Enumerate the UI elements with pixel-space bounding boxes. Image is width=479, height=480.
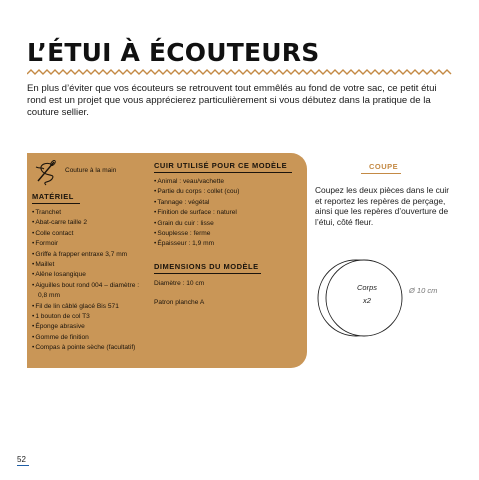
list-item: • Fil de lin câblé glacé Bis 571: [32, 302, 152, 312]
piece-label: Corps: [356, 283, 377, 292]
list-item: • 1 bouton de col T3: [32, 312, 152, 322]
list-item: • Maillet: [32, 260, 152, 270]
materiel-list: [32, 208, 152, 354]
logo-caption: Couture à la main: [65, 167, 117, 174]
list-item: • Colle contact: [32, 229, 152, 239]
dimensions-rule: [154, 273, 261, 274]
list-item: • Tannage : végétal: [154, 198, 299, 208]
list-item: • Finition de surface : naturel: [154, 208, 299, 218]
materiel-heading: MATÉRIEL: [32, 192, 74, 201]
list-item: • Tranchet: [32, 208, 152, 218]
coupe-text: Coupez les deux pièces dans le cuir et reportez les repères de perçage, ainsi que les repères d’ouverture de l’étui, côté fleur.: [315, 185, 450, 227]
page-number-rule: [17, 465, 29, 466]
list-item: • Animal : veau/vachette: [154, 177, 299, 187]
page-number: 52: [17, 455, 26, 464]
list-item: 0,8 mm: [38, 292, 60, 300]
dimensions-diameter: Diamètre : 10 cm: [154, 280, 205, 287]
list-item: • Formoir: [32, 239, 152, 249]
cuir-rule: [154, 172, 292, 173]
list-item: • Aiguilles bout rond 004 – diamètre :: [32, 281, 152, 291]
list-item: • Partie du corps : collet (cou): [154, 187, 299, 197]
info-panel: [27, 153, 307, 368]
dimensions-pattern: Patron planche A: [154, 299, 205, 306]
materiel-rule: [32, 203, 80, 204]
cuir-heading: CUIR UTILISÉ POUR CE MODÈLE: [154, 161, 288, 170]
cuir-list: [154, 177, 299, 250]
needle-thread-icon: [32, 157, 62, 187]
dimensions-heading: DIMENSIONS DU MODÈLE: [154, 262, 259, 271]
zigzag-divider: [27, 68, 452, 76]
list-item: • Gomme de finition: [32, 333, 152, 343]
page-title: L’ÉTUI À ÉCOUTEURS: [27, 38, 320, 67]
list-item: • Épaisseur : 1,9 mm: [154, 239, 299, 249]
intro-paragraph: En plus d’éviter que vos écouteurs se retrouvent tout emmêlés au fond de votre sac, ce petit étui rond est un projet que vous apprécierez particulièrement si vous débutez dans la pratique de la couture sellier.: [27, 83, 437, 118]
list-item: • Souplesse : ferme: [154, 229, 299, 239]
piece-count: x2: [363, 296, 371, 305]
list-item: • Alêne losangique: [32, 270, 152, 280]
diameter-label: Ø 10 cm: [409, 286, 438, 295]
list-item: • Compas à pointe sèche (facultatif): [32, 343, 152, 353]
list-item: • Éponge abrasive: [32, 322, 152, 332]
list-item: • Griffe à frapper entraxe 3,7 mm: [32, 250, 152, 260]
coupe-heading: COUPE: [369, 162, 399, 171]
list-item: • Grain du cuir : lisse: [154, 219, 299, 229]
coupe-rule: [361, 173, 401, 174]
list-item: • Abat-carre taille 2: [32, 218, 152, 228]
